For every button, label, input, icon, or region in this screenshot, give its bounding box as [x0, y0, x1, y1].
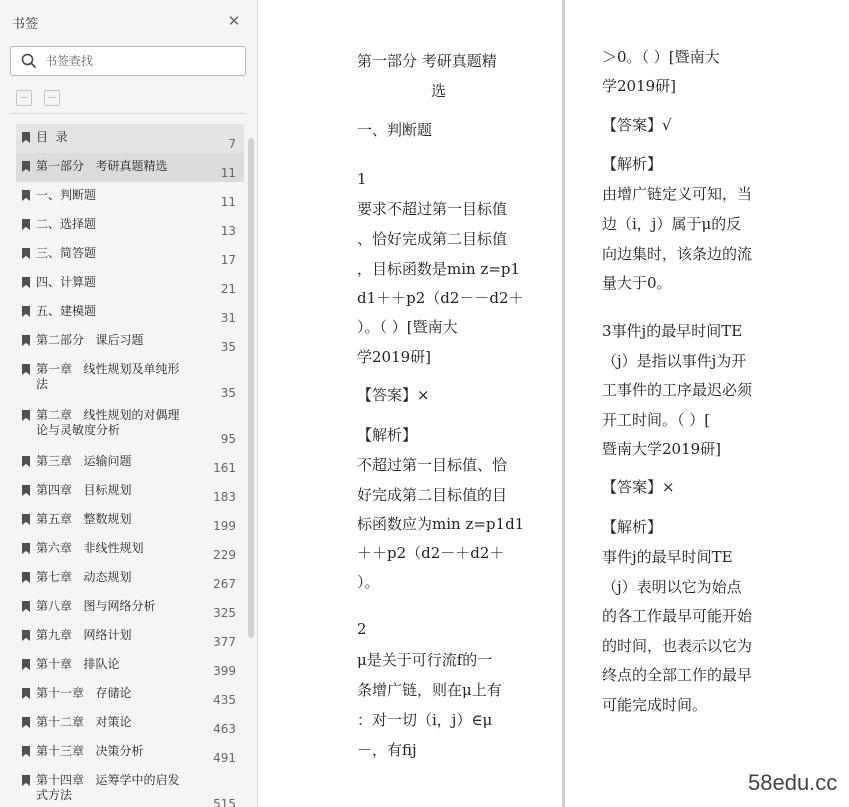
bookmark-icon	[22, 277, 30, 288]
text-line: ＋＋p2（d2－＋d2＋	[357, 544, 505, 562]
bookmark-label: 五、建模题	[36, 304, 97, 318]
bookmark-item[interactable]	[16, 680, 244, 709]
bookmark-item[interactable]	[16, 327, 244, 356]
watermark: 58edu.cc	[748, 770, 838, 795]
text-line: 暨南大学2019研]	[602, 440, 722, 458]
bookmark-item[interactable]	[16, 402, 244, 448]
bookmark-label: 第十一章 存储论	[36, 686, 132, 700]
text-line: （j）表明以它为始点	[602, 578, 742, 596]
bookmark-page-number: 399	[213, 664, 236, 678]
bookmark-item[interactable]	[16, 622, 244, 651]
text-line: 事件j的最早时间TE	[602, 548, 733, 566]
bookmark-page-number: 35	[220, 340, 236, 354]
bookmark-page-number: 267	[213, 577, 236, 591]
text-line: 标函数应为min z=p1d1	[357, 515, 525, 533]
bookmark-icon	[22, 306, 30, 317]
bookmark-icon	[22, 659, 30, 670]
bookmark-item[interactable]	[16, 564, 244, 593]
text-line: ）。（ ）[暨南大	[357, 318, 458, 336]
bookmark-icon	[22, 717, 30, 728]
bookmark-label: 一、判断题	[36, 188, 97, 202]
expand-all-icon[interactable]	[16, 90, 32, 106]
scrollbar[interactable]	[248, 118, 254, 807]
bookmark-page-number: 7	[228, 137, 236, 151]
collapse-all-icon[interactable]	[44, 90, 60, 106]
search-icon	[21, 53, 37, 69]
page-left	[357, 0, 557, 807]
page-separator	[562, 0, 565, 807]
bookmark-page-number: 435	[213, 693, 236, 707]
scrollbar-thumb[interactable]	[248, 138, 254, 638]
bookmark-item[interactable]	[16, 535, 244, 564]
text-line: （j）是指以事件j为开	[602, 352, 747, 370]
text-line: ＞0。（ ）[暨南大	[602, 48, 720, 66]
bookmark-label: 第六章 非线性规划	[36, 541, 144, 555]
text-line: 【解析】	[357, 426, 418, 444]
bookmark-page-number: 11	[220, 195, 236, 209]
text-line: μ是关于可行流f的一	[357, 651, 493, 669]
bookmark-item[interactable]	[16, 709, 244, 738]
bookmark-icon	[22, 601, 30, 612]
bookmark-label: 第三章 运输问题	[36, 454, 132, 468]
bookmark-page-number: 21	[220, 282, 236, 296]
bookmark-icon	[22, 514, 30, 525]
text-line: 第一部分 考研真题精	[357, 52, 497, 70]
text-line: 【答案】×	[357, 386, 430, 404]
bookmark-page-number: 463	[213, 722, 236, 736]
text-line: 要求不超过第一目标值	[357, 200, 508, 218]
bookmark-label: 第二章 线性规划的对偶理 论与灵敏度分析	[36, 408, 180, 437]
bookmark-label: 第十三章 决策分析	[36, 744, 144, 758]
text-line: 学2019研]	[357, 348, 432, 366]
bookmark-icon	[22, 161, 30, 172]
bookmark-item[interactable]	[16, 211, 244, 240]
bookmark-item[interactable]	[16, 124, 244, 153]
bookmark-page-number: 13	[220, 224, 236, 238]
bookmark-label: 第一部分 考研真题精选	[36, 159, 168, 173]
bookmark-item[interactable]	[16, 269, 244, 298]
text-line: 一、判断题	[357, 121, 433, 139]
text-line: 的时间，也表示以它为	[602, 637, 753, 655]
text-line: －，有fij	[357, 741, 417, 759]
bookmark-icon	[22, 456, 30, 467]
text-line: 【解析】	[602, 155, 663, 173]
bookmark-panel-title: 书签	[12, 17, 39, 32]
bookmark-icon	[22, 775, 30, 786]
text-line: ）。	[357, 573, 380, 591]
bookmark-list	[16, 124, 244, 807]
bookmark-item[interactable]	[16, 738, 244, 767]
bookmark-page-number: 31	[220, 311, 236, 325]
bookmark-item[interactable]	[16, 298, 244, 327]
bookmark-page-number: 183	[213, 490, 236, 504]
bookmark-item[interactable]	[16, 240, 244, 269]
bookmark-icon	[22, 630, 30, 641]
bookmark-item[interactable]	[16, 506, 244, 535]
bookmark-page-number: 95	[220, 432, 236, 446]
text-line: 选	[431, 82, 447, 100]
bookmark-item[interactable]	[16, 477, 244, 506]
bookmark-page-number: 491	[213, 751, 236, 765]
text-line: 1	[357, 170, 367, 188]
text-line: 不超过第一目标值、恰	[357, 456, 508, 474]
bookmark-icon	[22, 485, 30, 496]
page-right	[602, 0, 842, 807]
bookmark-label: 第四章 目标规划	[36, 483, 132, 497]
text-line: 由增广链定义可知，当	[602, 185, 753, 203]
text-line: 边（i，j）属于μ的反	[602, 215, 742, 233]
bookmark-label: 第十章 排队论	[36, 657, 120, 671]
text-line: d1＋＋p2（d2－－d2＋	[357, 289, 524, 307]
bookmark-item[interactable]	[16, 182, 244, 211]
bookmark-page-number: 199	[213, 519, 236, 533]
bookmark-page-number: 17	[220, 253, 236, 267]
bookmark-label: 四、计算题	[36, 275, 97, 289]
close-icon[interactable]: ✕	[227, 12, 241, 30]
divider	[10, 113, 246, 114]
bookmark-label: 第七章 动态规划	[36, 570, 132, 584]
bookmark-label: 第一章 线性规划及单纯形 法	[36, 362, 180, 391]
text-line: ：对一切（i，j）∈μ	[357, 711, 493, 729]
bookmark-item[interactable]	[16, 593, 244, 622]
bookmark-page-number: 377	[213, 635, 236, 649]
text-line: 工事件的工序最迟必须	[602, 381, 753, 399]
bookmark-icon	[22, 410, 30, 421]
text-line: 终点的全部工作的最早	[602, 666, 753, 684]
bookmark-label: 第十二章 对策论	[36, 715, 132, 729]
bookmark-panel-header	[0, 0, 257, 42]
bookmark-label: 第十四章 运筹学中的启发 式方法	[36, 773, 180, 802]
text-line: 【答案】√	[602, 116, 672, 134]
bookmark-icon	[22, 248, 30, 259]
bookmark-search-input[interactable]	[45, 51, 235, 71]
text-line: 2	[357, 620, 367, 638]
bookmark-page-number: 325	[213, 606, 236, 620]
bookmark-icon	[22, 572, 30, 583]
bookmark-label: 目 录	[36, 130, 68, 144]
bookmark-page-number: 11	[220, 166, 236, 180]
text-line: 3事件j的最早时间TE	[602, 322, 743, 340]
text-line: 开工时间。（ ）[	[602, 411, 711, 429]
text-line: 好完成第二目标值的目	[357, 486, 508, 504]
text-line: 的各工作最早可能开始	[602, 607, 753, 625]
bookmark-page-number: 161	[213, 461, 236, 475]
bookmark-item[interactable]	[16, 448, 244, 477]
text-line: 条增广链，则在μ上有	[357, 681, 502, 699]
bookmark-label: 第五章 整数规划	[36, 512, 132, 526]
bookmark-label: 三、简答题	[36, 246, 97, 260]
bookmark-icon	[22, 746, 30, 757]
text-line: ，目标函数是min z=p1	[357, 260, 521, 278]
bookmark-icon	[22, 364, 30, 375]
document-view	[259, 0, 849, 807]
bookmark-icon	[22, 543, 30, 554]
bookmark-page-number: 515	[213, 797, 236, 807]
text-line: 向边集时，该条边的流	[602, 245, 753, 263]
bookmark-label: 第二部分 课后习题	[36, 333, 144, 347]
text-line: 【答案】×	[602, 478, 675, 496]
bookmark-page-number: 35	[220, 386, 236, 400]
bookmark-item[interactable]	[16, 651, 244, 680]
bookmark-icon	[22, 132, 30, 143]
bookmark-icon	[22, 335, 30, 346]
text-line: 可能完成时间。	[602, 696, 708, 714]
bookmark-label: 第八章 图与网络分析	[36, 599, 156, 613]
bookmark-search[interactable]	[10, 46, 246, 76]
bookmark-label: 第九章 网络计划	[36, 628, 132, 642]
bookmark-icon	[22, 688, 30, 699]
bookmark-icon	[22, 190, 30, 201]
bookmark-panel	[0, 0, 258, 807]
bookmark-item[interactable]	[16, 356, 244, 402]
bookmark-page-number: 229	[213, 548, 236, 562]
text-line: 学2019研]	[602, 77, 677, 95]
text-line: 【解析】	[602, 518, 663, 536]
bookmark-icon	[22, 219, 30, 230]
bookmark-label: 二、选择题	[36, 217, 97, 231]
text-line: 、恰好完成第二目标值	[357, 230, 508, 248]
bookmark-item[interactable]	[16, 153, 244, 182]
bookmark-item[interactable]	[16, 767, 244, 807]
text-line: 量大于0。	[602, 274, 672, 292]
